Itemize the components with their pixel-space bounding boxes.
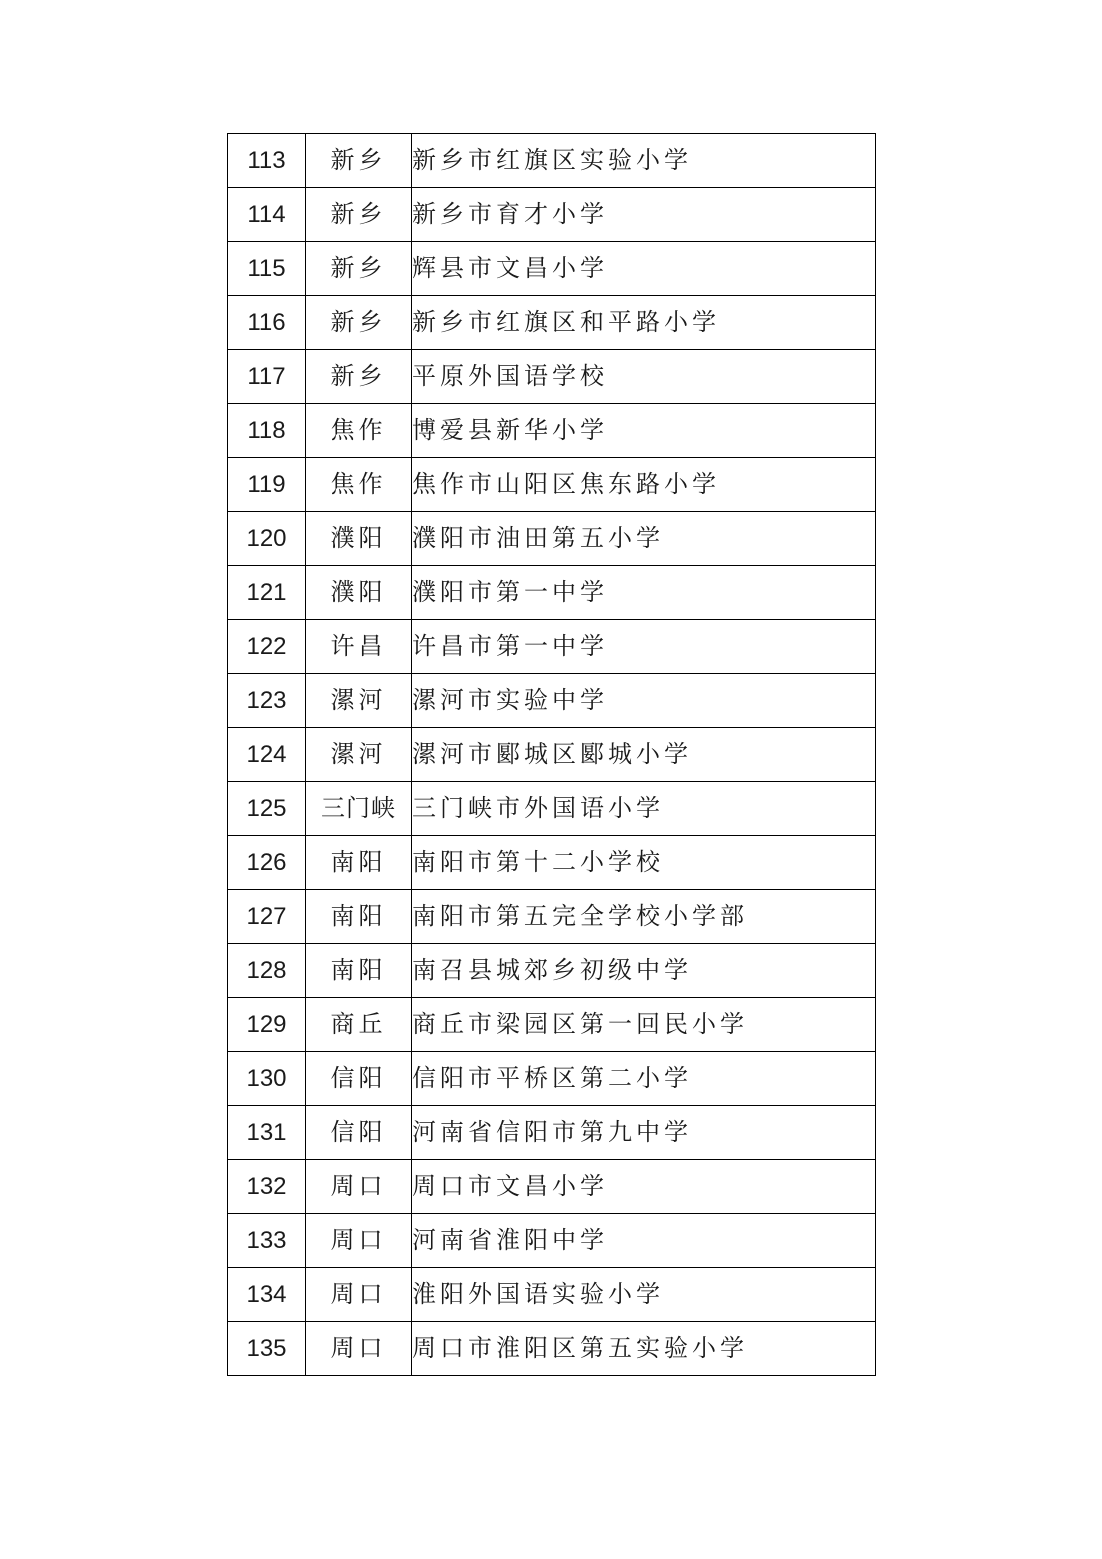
table-row xyxy=(228,1268,876,1322)
row-number-cell: 121 xyxy=(228,566,306,620)
table-row xyxy=(228,134,876,188)
school-name-cell: 新乡市红旗区和平路小学 xyxy=(412,296,876,350)
school-name-cell: 许昌市第一中学 xyxy=(412,620,876,674)
row-number-cell: 118 xyxy=(228,404,306,458)
city-cell: 漯河 xyxy=(306,728,412,782)
row-number-cell: 126 xyxy=(228,836,306,890)
table-row xyxy=(228,1160,876,1214)
city-cell: 南阳 xyxy=(306,890,412,944)
table-row xyxy=(228,1052,876,1106)
school-name-cell: 信阳市平桥区第二小学 xyxy=(412,1052,876,1106)
school-name-cell: 平原外国语学校 xyxy=(412,350,876,404)
school-name-cell: 新乡市红旗区实验小学 xyxy=(412,134,876,188)
city-cell: 濮阳 xyxy=(306,566,412,620)
row-number-cell: 135 xyxy=(228,1322,306,1376)
row-number-cell: 120 xyxy=(228,512,306,566)
city-cell: 漯河 xyxy=(306,674,412,728)
table-row xyxy=(228,890,876,944)
row-number-cell: 116 xyxy=(228,296,306,350)
city-cell: 新乡 xyxy=(306,134,412,188)
city-cell: 许昌 xyxy=(306,620,412,674)
school-name-cell: 河南省淮阳中学 xyxy=(412,1214,876,1268)
table-row xyxy=(228,512,876,566)
city-cell: 三门峡 xyxy=(306,782,412,836)
row-number-cell: 117 xyxy=(228,350,306,404)
row-number-cell: 114 xyxy=(228,188,306,242)
table-row xyxy=(228,1106,876,1160)
school-name-cell: 濮阳市第一中学 xyxy=(412,566,876,620)
school-name-cell: 三门峡市外国语小学 xyxy=(412,782,876,836)
city-cell: 周口 xyxy=(306,1214,412,1268)
table-row xyxy=(228,998,876,1052)
school-name-cell: 焦作市山阳区焦东路小学 xyxy=(412,458,876,512)
row-number-cell: 132 xyxy=(228,1160,306,1214)
city-cell: 焦作 xyxy=(306,404,412,458)
row-number-cell: 130 xyxy=(228,1052,306,1106)
row-number-cell: 124 xyxy=(228,728,306,782)
school-name-cell: 淮阳外国语实验小学 xyxy=(412,1268,876,1322)
city-cell: 商丘 xyxy=(306,998,412,1052)
city-cell: 南阳 xyxy=(306,836,412,890)
city-cell: 新乡 xyxy=(306,188,412,242)
table-row xyxy=(228,1214,876,1268)
school-name-cell: 周口市文昌小学 xyxy=(412,1160,876,1214)
row-number-cell: 134 xyxy=(228,1268,306,1322)
row-number-cell: 128 xyxy=(228,944,306,998)
city-cell: 新乡 xyxy=(306,350,412,404)
table-body xyxy=(228,134,876,1376)
row-number-cell: 127 xyxy=(228,890,306,944)
table-row xyxy=(228,566,876,620)
school-name-cell: 周口市淮阳区第五实验小学 xyxy=(412,1322,876,1376)
school-name-cell: 博爱县新华小学 xyxy=(412,404,876,458)
row-number-cell: 123 xyxy=(228,674,306,728)
table-row xyxy=(228,458,876,512)
row-number-cell: 122 xyxy=(228,620,306,674)
table-row xyxy=(228,836,876,890)
table-row xyxy=(228,296,876,350)
city-cell: 濮阳 xyxy=(306,512,412,566)
city-cell: 周口 xyxy=(306,1322,412,1376)
table-row xyxy=(228,1322,876,1376)
city-cell: 焦作 xyxy=(306,458,412,512)
row-number-cell: 119 xyxy=(228,458,306,512)
city-cell: 信阳 xyxy=(306,1106,412,1160)
school-name-cell: 南召县城郊乡初级中学 xyxy=(412,944,876,998)
table-row xyxy=(228,782,876,836)
row-number-cell: 129 xyxy=(228,998,306,1052)
school-list-table xyxy=(227,133,876,1376)
school-name-cell: 南阳市第五完全学校小学部 xyxy=(412,890,876,944)
table-row xyxy=(228,242,876,296)
school-name-cell: 漯河市郾城区郾城小学 xyxy=(412,728,876,782)
row-number-cell: 113 xyxy=(228,134,306,188)
row-number-cell: 125 xyxy=(228,782,306,836)
table-row xyxy=(228,944,876,998)
school-name-cell: 漯河市实验中学 xyxy=(412,674,876,728)
city-cell: 周口 xyxy=(306,1268,412,1322)
table-row xyxy=(228,620,876,674)
city-cell: 周口 xyxy=(306,1160,412,1214)
row-number-cell: 131 xyxy=(228,1106,306,1160)
table-row xyxy=(228,674,876,728)
school-name-cell: 濮阳市油田第五小学 xyxy=(412,512,876,566)
table-row xyxy=(228,728,876,782)
city-cell: 南阳 xyxy=(306,944,412,998)
table-row xyxy=(228,188,876,242)
city-cell: 新乡 xyxy=(306,242,412,296)
school-name-cell: 辉县市文昌小学 xyxy=(412,242,876,296)
school-name-cell: 新乡市育才小学 xyxy=(412,188,876,242)
city-cell: 信阳 xyxy=(306,1052,412,1106)
school-name-cell: 商丘市梁园区第一回民小学 xyxy=(412,998,876,1052)
school-name-cell: 河南省信阳市第九中学 xyxy=(412,1106,876,1160)
city-cell: 新乡 xyxy=(306,296,412,350)
row-number-cell: 115 xyxy=(228,242,306,296)
table-row xyxy=(228,350,876,404)
school-name-cell: 南阳市第十二小学校 xyxy=(412,836,876,890)
table-row xyxy=(228,404,876,458)
row-number-cell: 133 xyxy=(228,1214,306,1268)
